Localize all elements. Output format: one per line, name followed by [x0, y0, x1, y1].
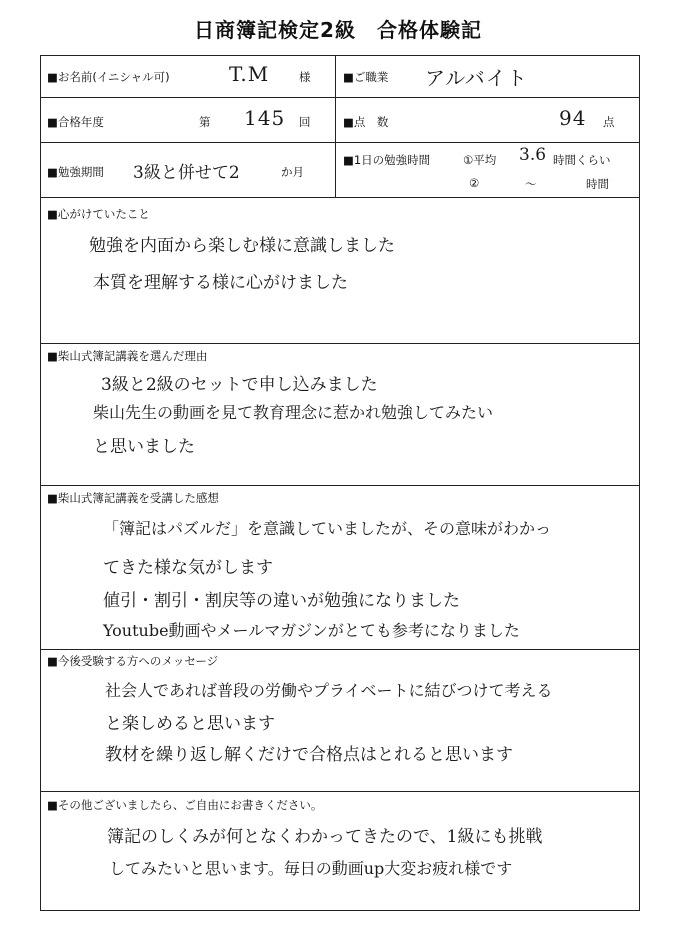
daily-2-suffix: 時間 [586, 177, 609, 191]
handwritten-line: と思いました [93, 437, 195, 457]
year-suffix: 回 [299, 115, 311, 129]
section-heading: ■心がけていたこと [47, 207, 150, 221]
handwritten-line: と楽しめると思います [105, 714, 275, 734]
period-value: 3級と併せて2 [133, 163, 240, 183]
section-heading: ■柴山式簿記講義を受講した感想 [47, 491, 219, 505]
experience-form [40, 55, 640, 911]
section-divider [41, 791, 639, 792]
score-value: 94 [559, 106, 587, 130]
handwritten-line: 簿記のしくみが何となくわかってきたので、1級にも挑戦 [107, 827, 543, 847]
daily-avg-label: ①平均 [463, 153, 497, 167]
section-divider [41, 343, 639, 344]
year-label: ■合格年度 [47, 115, 104, 129]
handwritten-line: 「簿記はパズルだ」を意識していましたが、その意味がわかっ [103, 519, 552, 538]
handwritten-line: Youtube動画やメールマガジンがとても参考になりました [103, 621, 520, 640]
daily-avg-value: 3.6 [519, 145, 547, 165]
occupation-value: アルバイト [425, 66, 528, 90]
score-label: ■点 数 [343, 115, 389, 129]
section-heading: ■その他ございましたら、ご自由にお書きください。 [47, 798, 323, 812]
score-suffix: 点 [603, 115, 615, 129]
handwritten-line: 本質を理解する様に心がけました [93, 273, 348, 293]
period-label: ■勉強期間 [47, 165, 104, 179]
handwritten-line: 値引・割引・割戻等の違いが勉強になりました [103, 591, 460, 611]
year-value: 145 [244, 106, 286, 130]
name-label: ■お名前(イニシャル可) [47, 70, 170, 84]
page-title: 日商簿記検定2級 合格体験記 [194, 18, 482, 42]
name-value: T.M [229, 62, 270, 86]
row-divider [41, 97, 639, 98]
handwritten-line: 3級と2級のセットで申し込みました [101, 375, 378, 395]
column-divider [335, 56, 336, 197]
period-suffix: か月 [281, 165, 304, 179]
handwritten-line: 勉強を内面から楽しむ様に意識しました [89, 236, 395, 256]
section-divider [41, 485, 639, 486]
section-divider [41, 649, 639, 650]
handwritten-line: てきた様な気がします [103, 558, 273, 578]
section-heading: ■柴山式簿記講義を選んだ理由 [47, 349, 208, 363]
year-prefix: 第 [199, 115, 211, 129]
daily-2-label: ② [469, 176, 480, 190]
daily-avg-suffix: 時間くらい [553, 153, 611, 167]
handwritten-line: 柴山先生の動画を見て教育理念に惹かれ勉強してみたい [93, 403, 494, 422]
occupation-label: ■ご職業 [343, 70, 389, 84]
section-heading: ■今後受験する方へのメッセージ [47, 654, 219, 668]
handwritten-line: 教材を繰り返し解くだけで合格点はとれると思います [105, 745, 513, 765]
daily-2-tilde: ～ [525, 177, 537, 191]
row-divider [41, 142, 639, 143]
handwritten-line: してみたいと思います。毎日の動画up大変お疲れ様です [109, 859, 513, 878]
daily-label: ■1日の勉強時間 [343, 153, 431, 167]
name-suffix: 様 [299, 70, 311, 84]
handwritten-line: 社会人であれば普段の労働やプライベートに結びつけて考える [105, 681, 553, 700]
row-divider [41, 197, 639, 198]
